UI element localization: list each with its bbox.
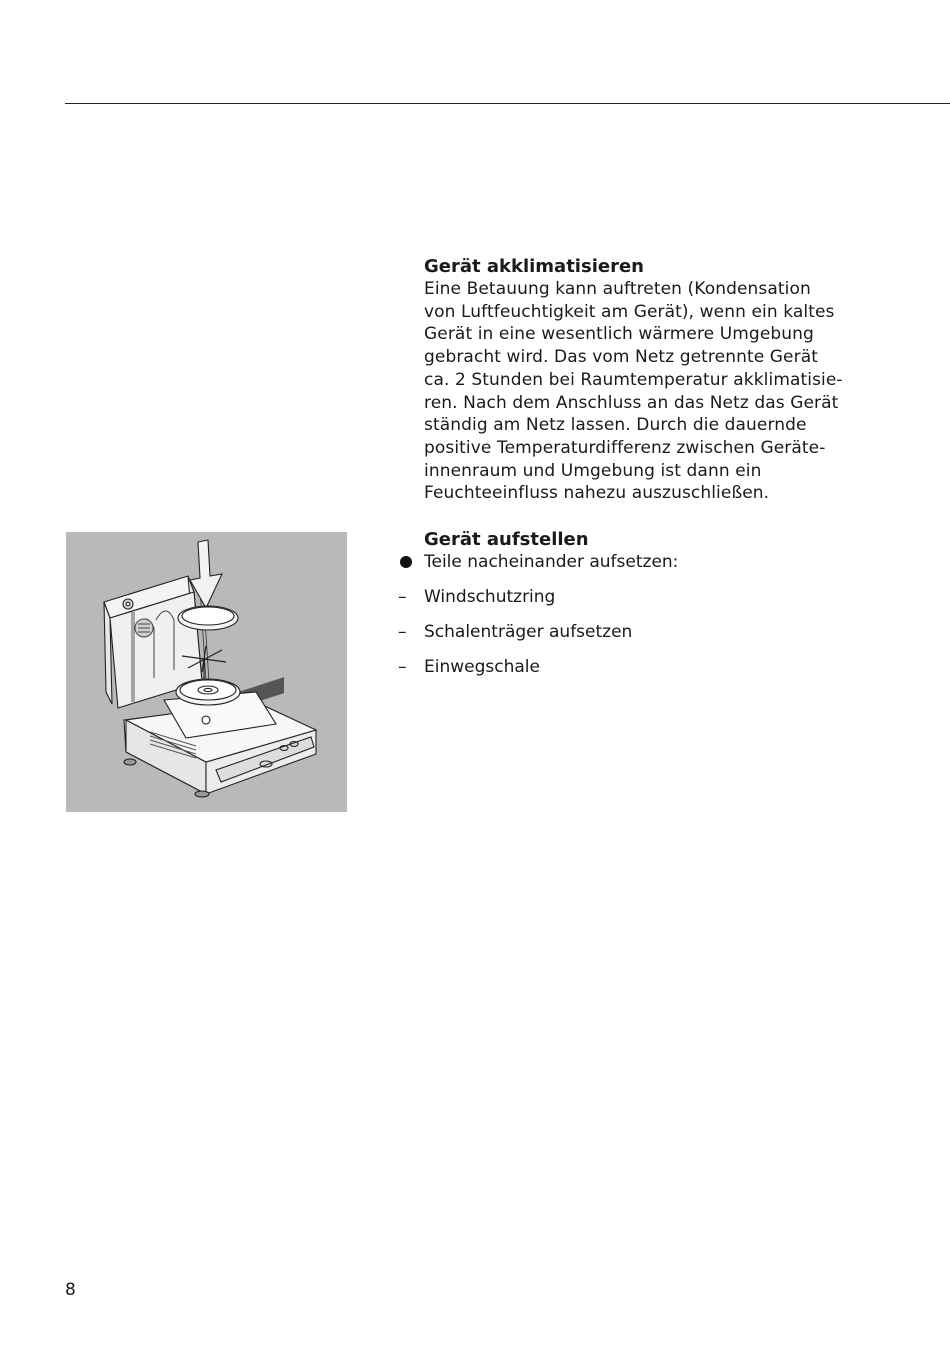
section-acclimatize [424, 255, 844, 505]
dash-item [398, 621, 844, 643]
dash-item-text: Einwegschale [424, 657, 540, 677]
dash-icon: – [398, 622, 407, 642]
paragraph-line: ren. Nach dem Anschluss an das Netz das Gerät [424, 392, 839, 413]
paragraph-line: von Luftfeuchtigkeit am Gerät), wenn ein kaltes [424, 301, 835, 322]
section-heading-setup: Gerät aufstellen [424, 529, 589, 550]
paragraph-line: positive Temperaturdifferenz zwischen Geräte- [424, 437, 826, 458]
dash-item-text: Windschutzring [424, 587, 556, 607]
dash-item [398, 586, 844, 608]
dash-item-text: Schalenträger aufsetzen [424, 622, 633, 642]
paragraph-line: Feuchteeinfluss nahezu auszuschließen. [424, 483, 770, 504]
section-heading-acclimatize: Gerät akklimatisieren [424, 256, 644, 277]
header-rule [65, 103, 950, 104]
acclimatize-paragraph [424, 278, 844, 505]
paragraph-line: gebracht wird. Das vom Netz getrennte Gerät [424, 347, 818, 368]
bullet-text: Teile nacheinander aufsetzen: [424, 552, 679, 572]
paragraph-line: innenraum und Umgebung ist dann ein [424, 460, 762, 481]
paragraph-line: ca. 2 Stunden bei Raumtemperatur akklimatisie- [424, 369, 843, 390]
paragraph-line: Eine Betauung kann auftreten (Kondensation [424, 279, 811, 299]
bullet-icon [400, 556, 412, 568]
section-setup [398, 528, 844, 678]
paragraph-line: Gerät in eine wesentlich wärmere Umgebung [424, 324, 814, 345]
dash-icon: – [398, 587, 407, 607]
page-number: 8 [65, 1280, 76, 1300]
dash-item [398, 656, 844, 678]
paragraph-line: ständig am Netz lassen. Durch die dauernde [424, 415, 807, 436]
dash-icon: – [398, 657, 407, 677]
bullet-item [424, 551, 844, 573]
device-illustration [66, 532, 347, 812]
